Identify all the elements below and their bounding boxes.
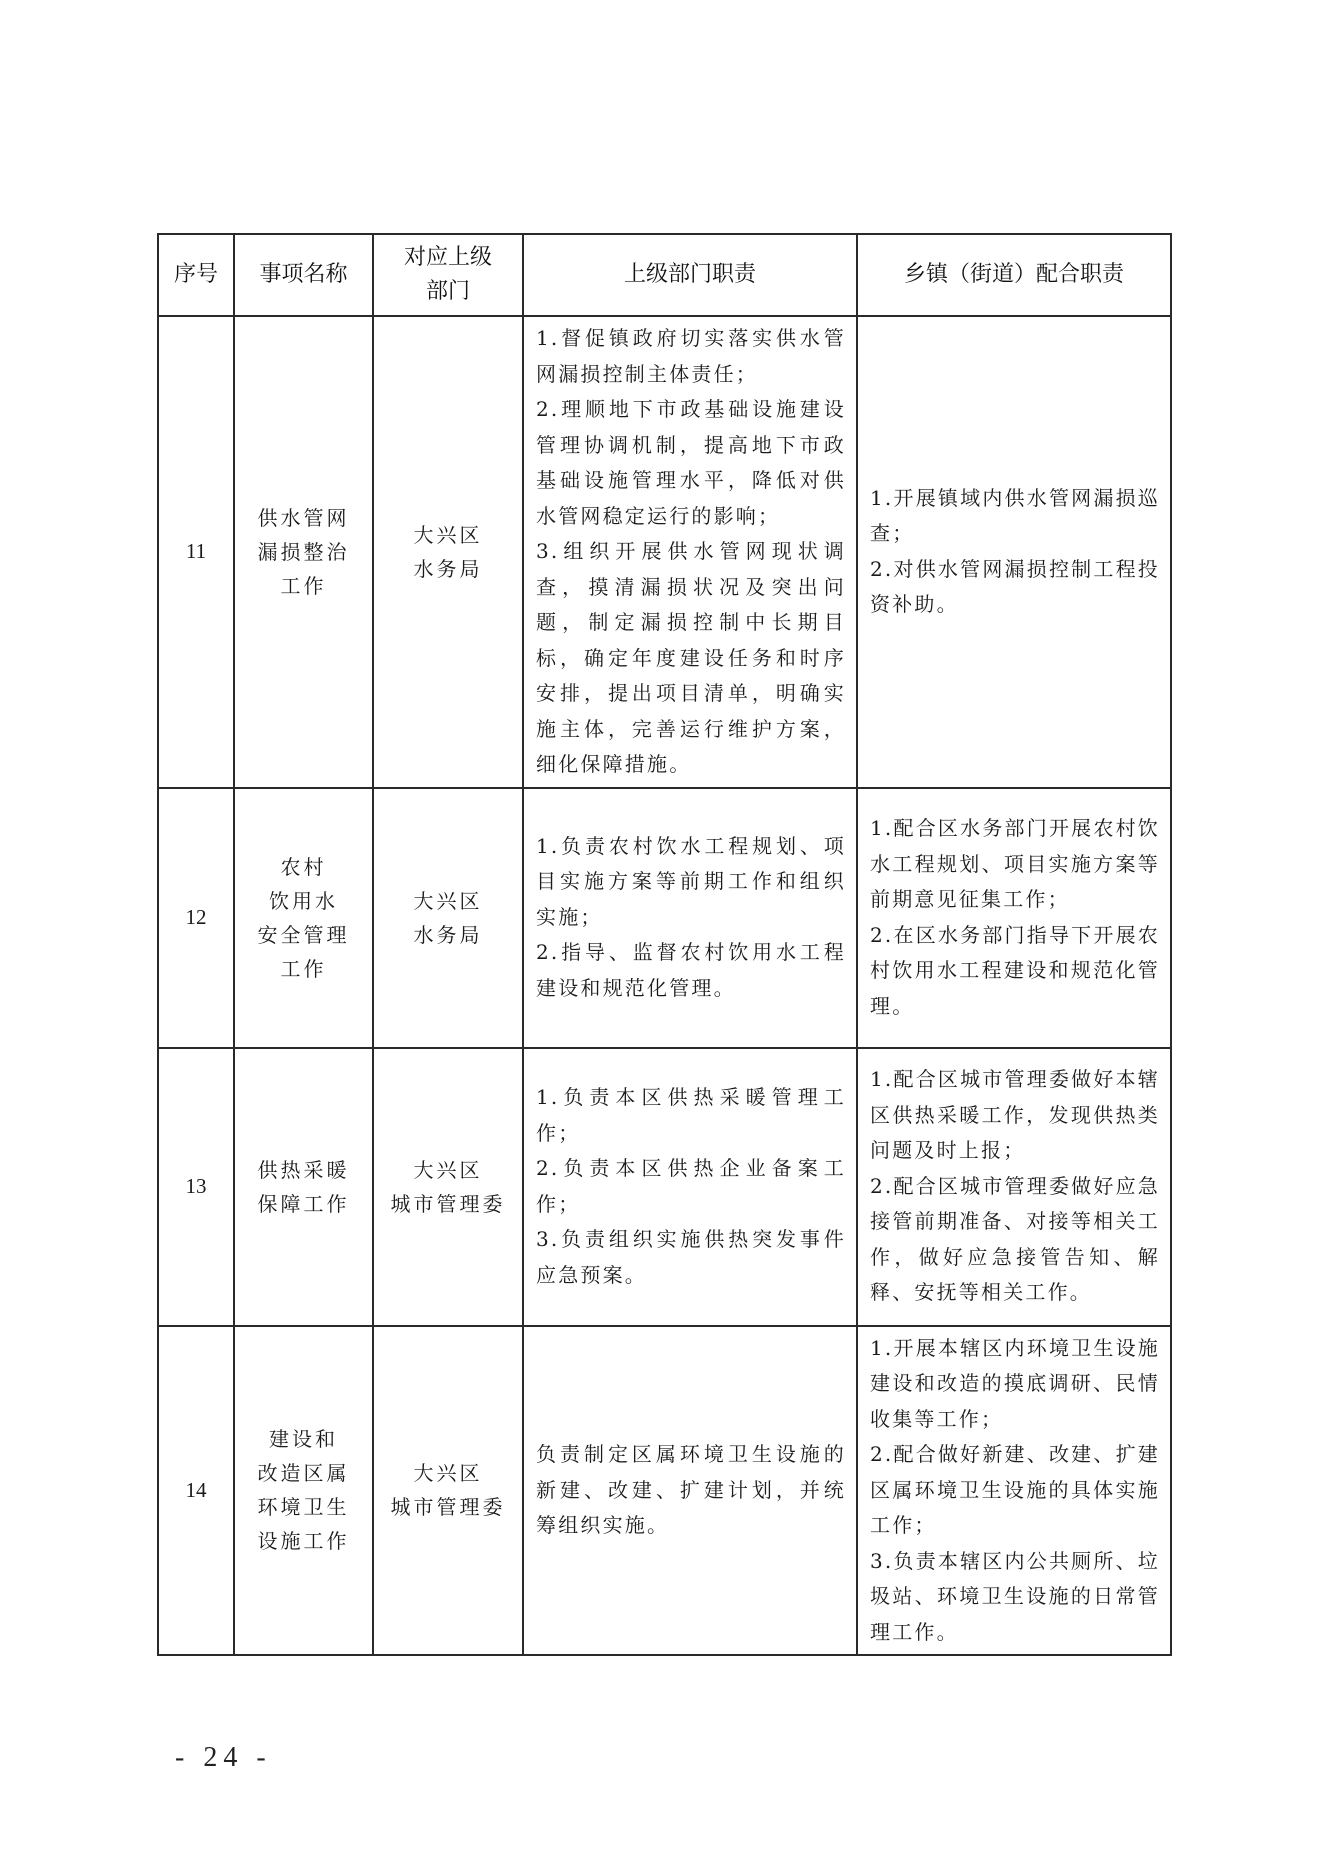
duty-item: 1.督促镇政府切实落实供水管网漏损控制主体责任； [536, 326, 846, 386]
duty-item: 1.负责本区供热采暖管理工作； [536, 1085, 846, 1145]
text-line: 安全管理 [257, 922, 350, 947]
duty-item: 2.配合区城市管理委做好应急接管前期准备、对接等相关工作，做好应急接管告知、解释、安抚等相关工作。 [870, 1173, 1160, 1305]
table-header-row [158, 234, 1171, 316]
header-upper-duty: 上级部门职责 [523, 234, 857, 316]
text-line: 大兴区 [413, 522, 483, 547]
duty-item: 1.负责农村饮水工程规划、项目实施方案等前期工作和组织实施； [536, 833, 846, 929]
row-upper-dept [373, 316, 523, 788]
text-line: 城市管理委 [390, 1495, 506, 1520]
header-upper-dept-line: 部门 [425, 279, 470, 304]
row-town-duty [857, 1326, 1171, 1656]
table-row [158, 788, 1171, 1048]
duty-item: 2.在区水务部门指导下开展农村饮用水工程建设和规范化管理。 [870, 922, 1160, 1018]
duty-item: 3.负责本辖区内公共厕所、垃圾站、环境卫生设施的日常管理工作。 [870, 1548, 1160, 1644]
text-line: 保障工作 [257, 1191, 350, 1216]
text-line: 环境卫生 [257, 1495, 350, 1520]
row-upper-duty [523, 316, 857, 788]
row-item-name [234, 1326, 373, 1656]
text-line: 供水管网 [257, 505, 350, 530]
duty-item: 1.开展镇域内供水管网漏损巡查； [870, 485, 1160, 546]
text-line: 漏损整治 [257, 539, 350, 564]
row-upper-duty [523, 1326, 857, 1656]
text-line: 大兴区 [413, 888, 483, 913]
row-upper-duty [523, 1048, 857, 1326]
table-row [158, 1048, 1171, 1326]
duty-item: 负责制定区属环境卫生设施的新建、改建、扩建计划，并统筹组织实施。 [536, 1442, 846, 1537]
duty-item: 2.负责本区供热企业备案工作； [536, 1156, 846, 1216]
header-town-duty: 乡镇（街道）配合职责 [857, 234, 1171, 316]
text-line: 城市管理委 [390, 1191, 506, 1216]
duty-item: 2.配合做好新建、改建、扩建区属环境卫生设施的具体实施工作； [870, 1442, 1160, 1537]
row-item-name [234, 1048, 373, 1326]
table-row [158, 316, 1171, 788]
row-item-name [234, 788, 373, 1048]
table-row [158, 1326, 1171, 1656]
row-serial: 13 [158, 1048, 234, 1326]
row-town-duty [857, 316, 1171, 788]
duty-item: 1.开展本辖区内环境卫生设施建设和改造的摸底调研、民情收集等工作； [870, 1335, 1160, 1431]
text-line: 饮用水 [269, 888, 338, 913]
text-line: 水务局 [413, 556, 483, 581]
duty-item: 1.配合区城市管理委做好本辖区供热采暖工作，发现供热类问题及时上报； [870, 1067, 1160, 1163]
header-upper-dept-line: 对应上级 [403, 245, 492, 270]
text-line: 建设和 [269, 1427, 338, 1452]
text-line: 工作 [280, 956, 327, 981]
duty-item: 2.理顺地下市政基础设施建设管理协调机制，提高地下市政基础设施管理水平，降低对供水管网稳定运行的影响； [536, 397, 846, 528]
row-upper-duty [523, 788, 857, 1048]
text-line: 工作 [280, 573, 327, 598]
row-town-duty [857, 1048, 1171, 1326]
text-line: 供热采暖 [257, 1157, 350, 1182]
text-line: 农村 [280, 854, 327, 879]
duty-item: 1.配合区水务部门开展农村饮水工程规划、项目实施方案等前期意见征集工作； [870, 816, 1160, 911]
row-serial: 12 [158, 788, 234, 1048]
row-serial: 11 [158, 316, 234, 788]
row-item-name [234, 316, 373, 788]
row-serial: 14 [158, 1326, 234, 1656]
duty-item: 2.指导、监督农村饮用水工程建设和规范化管理。 [536, 940, 846, 1000]
page-number: - 24 - [175, 1742, 272, 1773]
text-line: 大兴区 [413, 1461, 483, 1486]
text-line: 水务局 [413, 922, 483, 947]
row-upper-dept [373, 1048, 523, 1326]
row-upper-dept [373, 1326, 523, 1656]
row-town-duty [857, 788, 1171, 1048]
header-serial: 序号 [158, 234, 234, 316]
header-item-name: 事项名称 [234, 234, 373, 316]
header-upper-dept [373, 234, 523, 316]
text-line: 设施工作 [257, 1529, 350, 1554]
duty-item: 3.组织开展供水管网现状调查，摸清漏损状况及突出问题，制定漏损控制中长期目标，确定年度建设任务和时序安排，提出项目清单，明确实施主体，完善运行维护方案，细化保障措施。 [536, 539, 846, 776]
duty-item: 2.对供水管网漏损控制工程投资补助。 [870, 556, 1160, 617]
duty-item: 3.负责组织实施供热突发事件应急预案。 [536, 1227, 846, 1287]
duty-table [157, 233, 1172, 1656]
text-line: 改造区属 [257, 1461, 350, 1486]
text-line: 大兴区 [413, 1157, 483, 1182]
row-upper-dept [373, 788, 523, 1048]
